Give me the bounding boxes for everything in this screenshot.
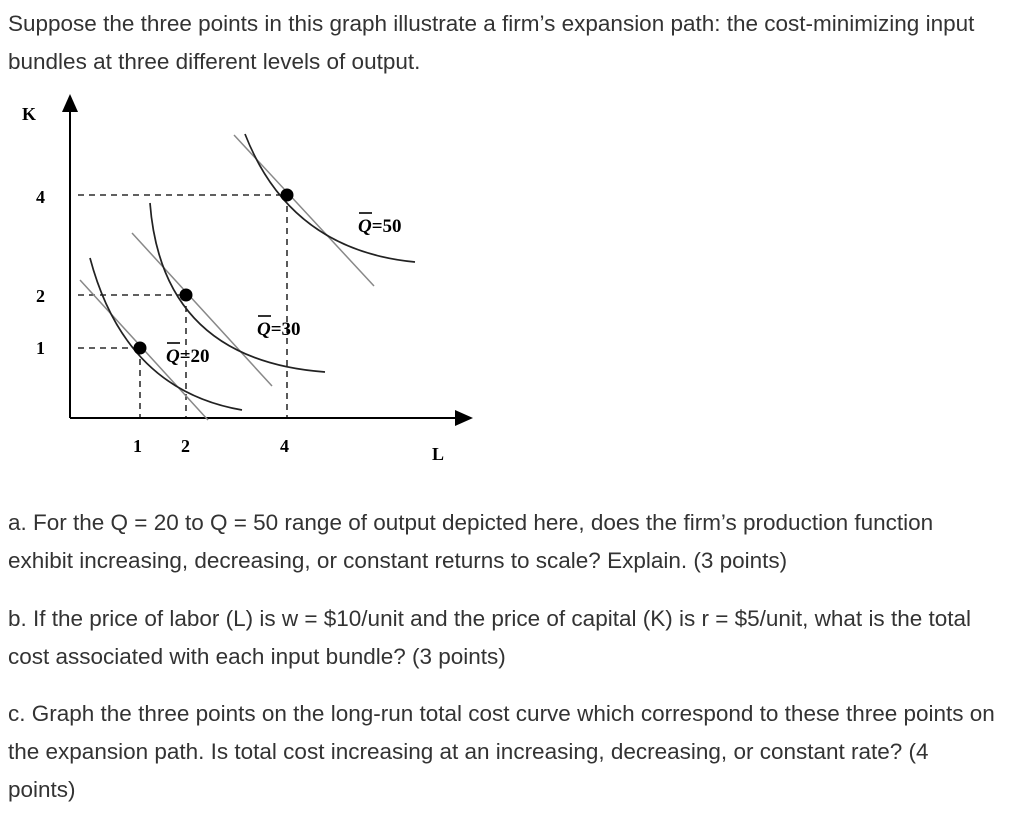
question-b: b. If the price of labor (L) is w = $10/unit and the price of capital (K) is r = $5/unit, what is the total cost associated with each input bundle? (3 points) bbox=[8, 606, 971, 669]
label-q30 bbox=[257, 319, 301, 340]
x-axis-label: L bbox=[432, 444, 445, 464]
label-q30-value: =30 bbox=[270, 319, 301, 340]
intro-text: Suppose the three points in this graph illustrate a firm’s expansion path: the cost-minimizing input bundles at three different levels of output. bbox=[8, 11, 975, 74]
label-q20 bbox=[166, 346, 210, 367]
expansion-path-chart bbox=[0, 90, 480, 480]
isoquant-q20 bbox=[90, 258, 242, 410]
y-tick-2: 2 bbox=[36, 286, 45, 306]
y-tick-1: 1 bbox=[36, 338, 45, 358]
y-tick-4: 4 bbox=[36, 187, 45, 207]
label-q50-letter: Q bbox=[358, 216, 372, 237]
y-axis-label: K bbox=[22, 104, 37, 124]
x-tick-4: 4 bbox=[280, 436, 289, 456]
question-a: a. For the Q = 20 to Q = 50 range of output depicted here, does the firm’s production function exhibit increasing, decreasing, or constant returns to scale? Explain. (3 points) bbox=[8, 510, 934, 573]
expansion-point-2 bbox=[180, 289, 193, 302]
label-q50 bbox=[358, 216, 402, 237]
label-q30-letter: Q bbox=[257, 319, 271, 340]
label-q20-letter: Q bbox=[166, 346, 180, 367]
expansion-point-3 bbox=[281, 189, 294, 202]
isoquant-q50 bbox=[245, 134, 415, 262]
expansion-point-1 bbox=[134, 342, 147, 355]
question-c: c. Graph the three points on the long-run total cost curve which correspond to these three points on the expansion path. Is total cost increasing at an increasing, decreasing, or constant rate? (4 points) bbox=[8, 701, 995, 802]
x-tick-1: 1 bbox=[133, 436, 142, 456]
label-q50-value: =50 bbox=[371, 216, 402, 237]
label-q20-value: =20 bbox=[179, 346, 210, 367]
x-tick-2: 2 bbox=[181, 436, 190, 456]
